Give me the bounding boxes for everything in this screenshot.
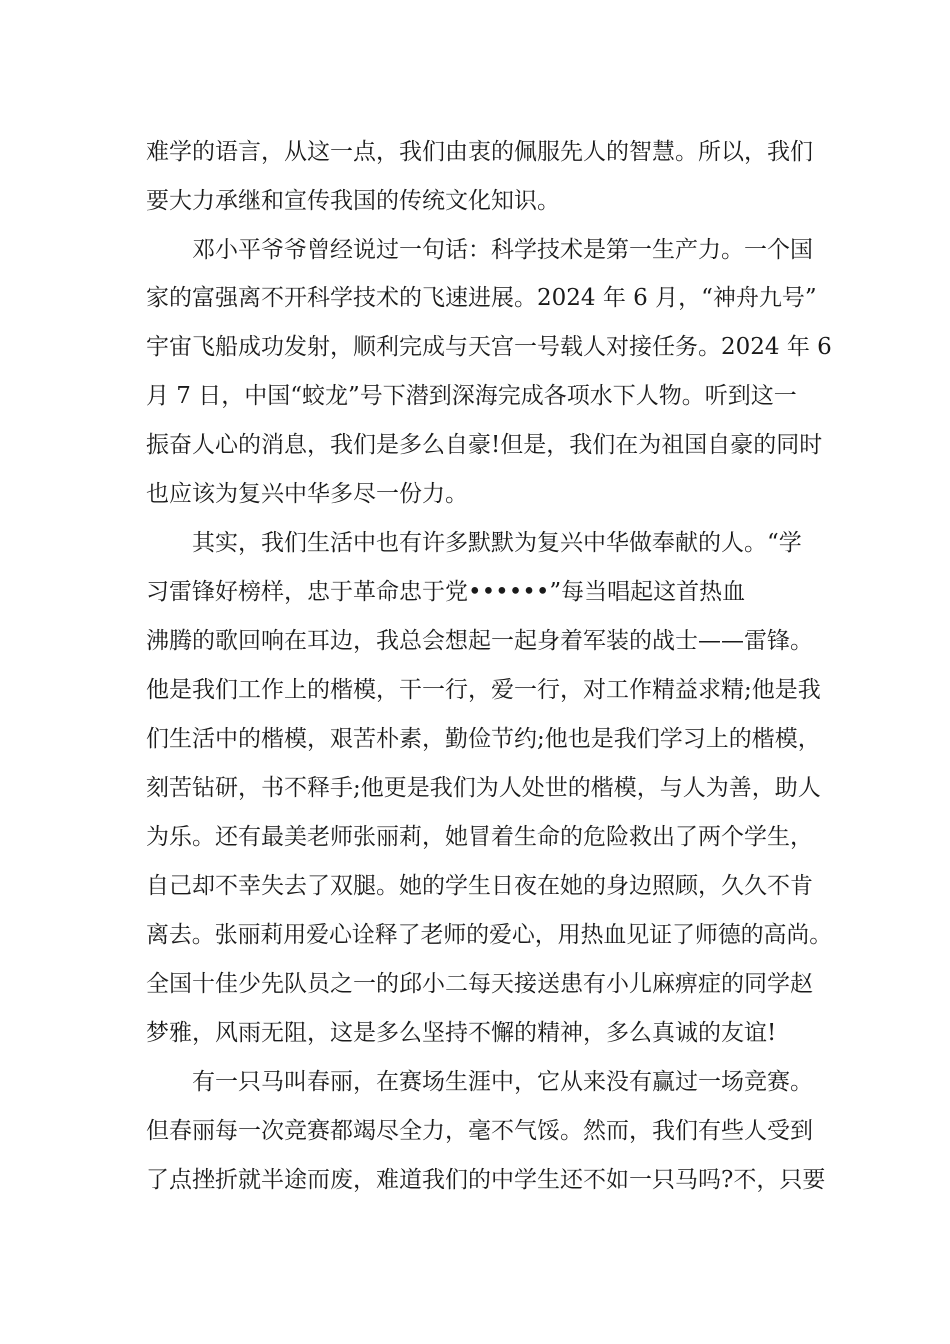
text-line: 振奋人心的消息，我们是多么自豪!但是，我们在为祖国自豪的同时: [146, 432, 823, 458]
text-line: 为乐。还有最美老师张丽莉，她冒着生命的危险救出了两个学生，: [146, 824, 813, 850]
text-line: 他是我们工作上的楷模，干一行，爱一行，对工作精益求精;他是我: [146, 677, 821, 703]
text-line: 宇宙飞船成功发射，顺利完成与天宫一号载人对接任务。2024 年 6: [146, 334, 832, 360]
paragraph-start-line: 有一只马叫春丽，在赛场生涯中，它从来没有赢过一场竞赛。: [192, 1069, 813, 1095]
text-line: 难学的语言，从这一点，我们由衷的佩服先人的智慧。所以，我们: [146, 139, 813, 165]
text-line: 要大力承继和宣传我国的传统文化知识。: [146, 188, 560, 214]
text-line: 月 7 日，中国“蛟龙”号下潜到深海完成各项水下人物。听到这一: [146, 383, 797, 409]
paragraph-start-line: 邓小平爷爷曾经说过一句话：科学技术是第一生产力。一个国: [192, 237, 813, 263]
text-line: 们生活中的楷模，艰苦朴素，勤俭节约;他也是我们学习上的楷模，: [146, 726, 821, 752]
text-line: 离去。张丽莉用爱心诠释了老师的爱心，用热血见证了师德的高尚。: [146, 922, 833, 948]
text-line: 习雷锋好榜样，忠于革命忠于党••••••”每当唱起这首热血: [146, 579, 746, 605]
text-line: 全国十佳少先队员之一的邱小二每天接送患有小儿麻痹症的同学赵: [146, 971, 813, 997]
text-line: 梦雅，风雨无阻，这是多么坚持不懈的精神，多么真诚的友谊!: [146, 1020, 777, 1046]
paragraph-start-line: 其实，我们生活中也有许多默默为复兴中华做奉献的人。“学: [192, 530, 802, 556]
text-line: 也应该为复兴中华多尽一份力。: [146, 481, 468, 507]
text-line: 家的富强离不开科学技术的飞速进展。2024 年 6 月，“神舟九号”: [146, 285, 817, 311]
text-line: 沸腾的歌回响在耳边，我总会想起一起身着军装的战士——雷锋。: [146, 628, 813, 654]
text-line: 了点挫折就半途而废，难道我们的中学生还不如一只马吗?不，只要: [146, 1167, 826, 1193]
text-line: 但春丽每一次竞赛都竭尽全力，毫不气馁。然而，我们有些人受到: [146, 1118, 813, 1144]
text-line: 刻苦钻研，书不释手;他更是我们为人处世的楷模，与人为善，助人: [146, 775, 821, 801]
text-line: 自己却不幸失去了双腿。她的学生日夜在她的身边照顾，久久不肯: [146, 873, 813, 899]
